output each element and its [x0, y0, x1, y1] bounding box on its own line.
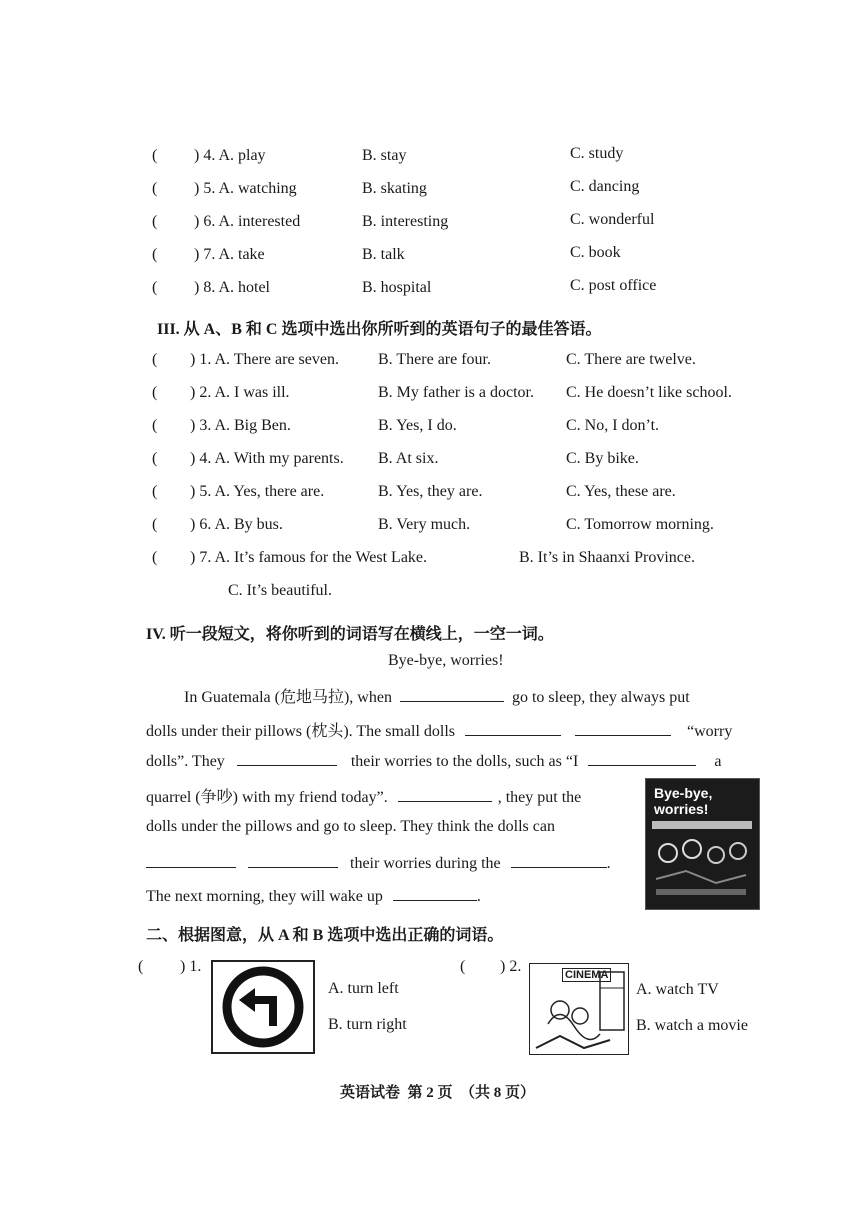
question-option-a: ) 6. A. By bus.: [190, 516, 283, 533]
question-option-a: ) 3. A. Big Ben.: [190, 417, 291, 434]
question-option-a: ) 7. A. It’s famous for the West Lake.: [190, 549, 428, 566]
option-b: B. Yes, they are.: [378, 483, 483, 500]
answer-paren[interactable]: (: [152, 180, 158, 197]
option-c: C. Tomorrow morning.: [566, 516, 714, 533]
answer-paren[interactable]: (: [460, 958, 466, 975]
option-b: B. It’s in Shaanxi Province.: [519, 549, 695, 566]
answer-paren[interactable]: (: [152, 213, 158, 230]
fill-blank[interactable]: [237, 751, 337, 766]
cinema-image: [529, 963, 629, 1055]
turn-left-arrow-icon: [213, 962, 313, 1052]
worry-dolls-illustration: [646, 779, 759, 909]
passage-line-3: dolls”. They their worries to the dolls, such as “I a: [146, 753, 722, 770]
option-b: B. talk: [362, 246, 405, 263]
option-b: B. There are four.: [378, 351, 491, 368]
option-c: C. post office: [570, 277, 657, 294]
passage-line-5: dolls under the pillows and go to sleep. They think the dolls can: [146, 818, 555, 835]
cinema-sign-text: CINEMA: [562, 968, 611, 982]
option-c: C. wonderful: [570, 211, 655, 228]
option-b: B. hospital: [362, 279, 432, 296]
option-c: C. No, I don’t.: [566, 417, 660, 434]
book-title-line-1: Bye-bye,: [654, 785, 713, 801]
question-option-a: ) 7. A. take: [194, 246, 265, 263]
fill-blank[interactable]: [248, 853, 338, 868]
option-c: C. There are twelve.: [566, 351, 696, 368]
option-b: B. Very much.: [378, 516, 471, 533]
fill-blank[interactable]: [398, 787, 492, 802]
option-c: C. It’s beautiful.: [228, 582, 332, 599]
option-b: B. skating: [362, 180, 427, 197]
option-b: B. turn right: [328, 1016, 407, 1033]
option-a: A. watch TV: [636, 981, 719, 998]
passage-line-1: In Guatemala (危地马拉), when go to sleep, they always put: [184, 689, 690, 706]
question-option-a: ) 2. A. I was ill.: [190, 384, 290, 401]
answer-paren[interactable]: (: [152, 351, 158, 368]
fill-blank[interactable]: [588, 751, 696, 766]
fill-blank[interactable]: [146, 853, 236, 868]
option-a: A. turn left: [328, 980, 399, 997]
fill-blank[interactable]: [575, 721, 671, 736]
answer-paren[interactable]: (: [138, 958, 144, 975]
answer-paren[interactable]: (: [152, 246, 158, 263]
passage-title: Bye-bye, worries!: [388, 652, 504, 669]
option-b: B. Yes, I do.: [378, 417, 457, 434]
fill-blank[interactable]: [465, 721, 561, 736]
section3-heading: III. 从 A、B 和 C 选项中选出你所听到的英语句子的最佳答语。: [157, 321, 602, 338]
question-option-a: ) 6. A. interested: [194, 213, 301, 230]
passage-line-2: dolls under their pillows (枕头). The small dolls “worry: [146, 723, 733, 740]
option-c: C. Yes, these are.: [566, 483, 676, 500]
option-c: C. He doesn’t like school.: [566, 384, 732, 401]
option-c: C. By bike.: [566, 450, 639, 467]
fill-blank[interactable]: [400, 687, 504, 702]
passage-line-4: quarrel (争吵) with my friend today”. , they put the: [146, 789, 582, 806]
question-option-a: ) 4. A. play: [194, 147, 266, 164]
question-number: ) 1.: [180, 958, 202, 975]
question-option-a: ) 4. A. With my parents.: [190, 450, 344, 467]
fill-blank[interactable]: [393, 886, 477, 901]
question-option-a: ) 1. A. There are seven.: [190, 351, 339, 368]
book-cover-image: [645, 778, 760, 910]
answer-paren[interactable]: (: [152, 549, 158, 566]
option-c: C. book: [570, 244, 621, 261]
fill-blank[interactable]: [511, 853, 607, 868]
turn-left-sign: [211, 960, 315, 1054]
answer-paren[interactable]: (: [152, 384, 158, 401]
answer-paren[interactable]: (: [152, 450, 158, 467]
question-number: ) 2.: [500, 958, 522, 975]
cinema-scene-illustration: [530, 964, 628, 1054]
option-b: B. At six.: [378, 450, 439, 467]
option-c: C. study: [570, 145, 624, 162]
passage-line-7: The next morning, they will wake up .: [146, 888, 481, 905]
question-option-a: ) 5. A. watching: [194, 180, 297, 197]
answer-paren[interactable]: (: [152, 417, 158, 434]
option-b: B. interesting: [362, 213, 449, 230]
answer-paren[interactable]: (: [152, 483, 158, 500]
passage-line-6: their worries during the .: [146, 853, 770, 873]
question-option-a: ) 8. A. hotel: [194, 279, 270, 296]
book-title-line-2: worries!: [654, 801, 709, 817]
answer-paren[interactable]: (: [152, 279, 158, 296]
option-b: B. My father is a doctor.: [378, 384, 534, 401]
answer-paren[interactable]: (: [152, 516, 158, 533]
answer-paren[interactable]: (: [152, 147, 158, 164]
option-b: B. stay: [362, 147, 407, 164]
page-footer: 英语试卷 第 2 页 （共 8 页）: [340, 1085, 536, 1101]
section4-heading: IV. 听一段短文，将你听到的词语写在横线上，一空一词。: [146, 626, 554, 643]
question-option-a: ) 5. A. Yes, there are.: [190, 483, 325, 500]
part2-heading: 二、根据图意，从 A 和 B 选项中选出正确的词语。: [146, 927, 504, 944]
option-b: B. watch a movie: [636, 1017, 748, 1034]
option-c: C. dancing: [570, 178, 640, 195]
